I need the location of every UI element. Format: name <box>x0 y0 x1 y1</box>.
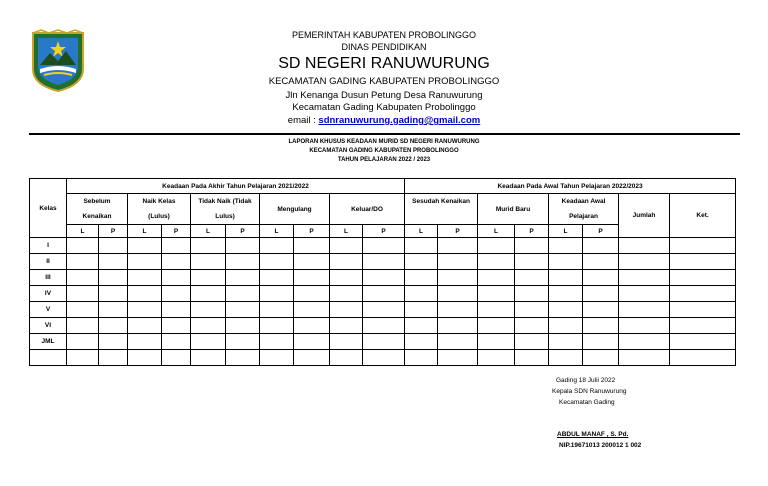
table-cell <box>226 334 260 350</box>
gender-p-header: P <box>515 225 549 238</box>
table-cell <box>619 334 670 350</box>
table-cell <box>670 334 736 350</box>
email-label: email : <box>287 115 319 126</box>
table-cell <box>226 302 260 318</box>
table-cell <box>191 254 226 270</box>
table-cell <box>67 318 99 334</box>
table-cell <box>67 270 99 286</box>
table-cell <box>363 286 405 302</box>
table-cell <box>619 302 670 318</box>
table-cell <box>294 254 330 270</box>
sesudah-kenaikan-header-empty <box>405 209 478 225</box>
table-cell <box>330 318 363 334</box>
letterhead-department: DINAS PENDIDIKAN <box>341 42 427 52</box>
table-cell <box>162 238 191 254</box>
table-cell <box>162 302 191 318</box>
table-cell <box>191 270 226 286</box>
table-cell <box>294 318 330 334</box>
table-cell <box>405 334 438 350</box>
gender-p-header: P <box>162 225 191 238</box>
table-row <box>30 270 736 286</box>
table-cell <box>162 254 191 270</box>
table-cell <box>515 318 549 334</box>
murid-baru-header: Murid Baru <box>478 194 549 225</box>
table-cell <box>478 286 515 302</box>
table-cell <box>478 254 515 270</box>
table-cell <box>226 254 260 270</box>
table-cell <box>438 270 478 286</box>
table-row <box>30 318 736 334</box>
gender-p-header: P <box>583 225 619 238</box>
table-cell <box>330 302 363 318</box>
table-cell <box>549 302 583 318</box>
keluar-do-header: Keluar/DO <box>330 194 405 225</box>
table-cell <box>405 286 438 302</box>
table-cell <box>260 238 294 254</box>
report-subtitle-district: KECAMATAN GADING KABUPATEN PROBOLINGGO <box>309 148 459 154</box>
table-cell <box>515 254 549 270</box>
table-cell <box>191 286 226 302</box>
row-class-label: III <box>30 270 67 286</box>
jumlah-header: Jumlah <box>619 194 670 238</box>
table-cell <box>549 334 583 350</box>
table-cell <box>549 286 583 302</box>
table-cell <box>619 270 670 286</box>
table-cell <box>99 238 128 254</box>
student-report-table <box>29 178 736 366</box>
row-class-label: I <box>30 238 67 254</box>
naik-kelas-header-bottom: (Lulus) <box>128 209 191 225</box>
table-cell <box>99 254 128 270</box>
gender-l-header: L <box>67 225 99 238</box>
table-cell <box>549 238 583 254</box>
table-cell <box>128 334 162 350</box>
report-title: LAPORAN KHUSUS KEADAAN MURID SD NEGERI RANUWURUNG <box>288 139 480 145</box>
table-cell <box>405 254 438 270</box>
table-cell <box>515 238 549 254</box>
tidak-naik-header-bottom: Lulus) <box>191 209 260 225</box>
ket-header: Ket. <box>670 194 736 238</box>
table-cell <box>438 238 478 254</box>
letterhead-email-line <box>200 115 568 126</box>
table-cell <box>670 302 736 318</box>
gender-l-header: L <box>260 225 294 238</box>
table-cell <box>226 238 260 254</box>
gender-p-header: P <box>363 225 405 238</box>
table-cell <box>515 334 549 350</box>
table-cell <box>583 254 619 270</box>
table-cell <box>99 286 128 302</box>
table-cell <box>438 334 478 350</box>
table-cell <box>330 334 363 350</box>
table-cell <box>260 318 294 334</box>
gender-l-header: L <box>330 225 363 238</box>
table-cell <box>226 270 260 286</box>
table-cell <box>549 254 583 270</box>
signature-title: Kepala SDN Ranuwurung <box>552 388 627 395</box>
table-cell <box>619 238 670 254</box>
letterhead-government: PEMERINTAH KABUPATEN PROBOLINGGO <box>291 30 477 40</box>
table-cell <box>294 334 330 350</box>
table-row <box>30 286 736 302</box>
letterhead-divider <box>29 133 740 135</box>
mengulang-header: Mengulang <box>260 194 330 225</box>
table-cell <box>99 270 128 286</box>
table-cell <box>162 334 191 350</box>
letterhead-address-street: Jln Kenanga Dusun Petung Desa Ranuwurung <box>285 90 483 101</box>
table-cell <box>162 286 191 302</box>
gender-l-header: L <box>478 225 515 238</box>
table-cell <box>670 318 736 334</box>
table-cell <box>226 286 260 302</box>
table-cell <box>162 270 191 286</box>
table-cell <box>260 286 294 302</box>
signature-place-date: Gading 18 Julii 2022 <box>556 377 616 384</box>
table-cell <box>583 270 619 286</box>
table-cell <box>191 318 226 334</box>
table-cell <box>670 238 736 254</box>
table-extra-row <box>30 350 736 366</box>
table-cell <box>363 302 405 318</box>
table-cell <box>549 318 583 334</box>
table-cell <box>128 302 162 318</box>
table-cell <box>515 286 549 302</box>
table-cell <box>583 334 619 350</box>
keadaan-awal-header-bottom: Pelajaran <box>549 209 619 225</box>
table-cell <box>363 270 405 286</box>
table-cell <box>478 270 515 286</box>
table-cell <box>405 238 438 254</box>
table-cell <box>583 318 619 334</box>
table-cell <box>583 238 619 254</box>
table-cell <box>99 318 128 334</box>
table-row <box>30 334 736 350</box>
regency-coat-of-arms-logo <box>30 29 86 93</box>
table-cell <box>330 238 363 254</box>
gender-l-header: L <box>128 225 162 238</box>
table-cell <box>619 286 670 302</box>
gender-l-header: L <box>405 225 438 238</box>
table-cell <box>619 254 670 270</box>
table-cell <box>260 254 294 270</box>
end-of-year-group-header: Keadaan Pada Akhir Tahun Pelajaran 2021/2022 <box>67 179 405 194</box>
table-cell <box>478 238 515 254</box>
table-cell <box>67 238 99 254</box>
table-cell <box>260 302 294 318</box>
table-cell <box>67 334 99 350</box>
signature-nip: NIP.19671013 200012 1 002 <box>559 442 642 449</box>
table-cell <box>478 302 515 318</box>
table-cell <box>363 334 405 350</box>
table-cell <box>128 254 162 270</box>
gender-l-header: L <box>549 225 583 238</box>
table-row <box>30 302 736 318</box>
signature-district: Kecamatan Gading <box>559 399 615 406</box>
letterhead-address-district: Kecamatan Gading Kabupaten Probolinggo <box>292 102 476 113</box>
table-cell <box>583 302 619 318</box>
table-cell <box>128 286 162 302</box>
gender-p-header: P <box>99 225 128 238</box>
table-cell <box>330 270 363 286</box>
gender-p-header: P <box>226 225 260 238</box>
sesudah-kenaikan-header: Sesudah Kenaikan <box>405 194 478 210</box>
keadaan-awal-header-top: Keadaan Awal <box>549 194 619 210</box>
letterhead-school-name: SD NEGERI RANUWURUNG <box>278 55 490 72</box>
gender-l-header: L <box>191 225 226 238</box>
gender-p-header: P <box>294 225 330 238</box>
table-cell <box>438 318 478 334</box>
start-of-year-group-header: Keadaan Pada Awal Tahun Pelajaran 2022/2023 <box>405 179 736 194</box>
gender-p-header: P <box>438 225 478 238</box>
table-row <box>30 254 736 270</box>
table-cell <box>330 286 363 302</box>
table-cell <box>128 270 162 286</box>
table-cell <box>363 238 405 254</box>
sebelum-kenaikan-header-bottom: Kenaikan <box>67 209 128 225</box>
table-cell <box>191 238 226 254</box>
row-class-label: V <box>30 302 67 318</box>
table-cell <box>405 302 438 318</box>
table-cell <box>67 254 99 270</box>
table-cell <box>619 318 670 334</box>
table-cell <box>128 318 162 334</box>
table-cell <box>670 270 736 286</box>
table-cell <box>260 334 294 350</box>
table-cell <box>294 270 330 286</box>
table-cell <box>191 334 226 350</box>
table-cell <box>478 334 515 350</box>
table-cell <box>363 254 405 270</box>
table-cell <box>99 302 128 318</box>
table-row <box>30 238 736 254</box>
table-cell <box>67 302 99 318</box>
row-class-label: II <box>30 254 67 270</box>
table-cell <box>226 318 260 334</box>
table-cell <box>549 270 583 286</box>
table-cell <box>191 302 226 318</box>
table-cell <box>128 238 162 254</box>
naik-kelas-header-top: Naik Kelas <box>128 194 191 210</box>
row-class-label: JML <box>30 334 67 350</box>
table-cell <box>162 318 191 334</box>
table-cell <box>363 318 405 334</box>
table-cell <box>583 286 619 302</box>
table-cell <box>670 254 736 270</box>
table-cell <box>67 286 99 302</box>
table-cell <box>478 318 515 334</box>
table-cell <box>99 334 128 350</box>
table-cell <box>515 270 549 286</box>
tidak-naik-header-top: Tidak Naik (Tidak <box>191 194 260 210</box>
table-cell <box>515 302 549 318</box>
sebelum-kenaikan-header-top: Sebelum <box>67 194 128 210</box>
table-cell <box>438 286 478 302</box>
table-cell <box>670 286 736 302</box>
letterhead-district: KECAMATAN GADING KABUPATEN PROBOLINGGO <box>268 76 500 87</box>
signature-name: ABDUL MANAF , S. Pd. <box>557 431 629 438</box>
table-cell <box>294 286 330 302</box>
email-link[interactable]: sdnranuwurung.gading@gmail.com <box>318 115 481 126</box>
row-class-label: VI <box>30 318 67 334</box>
table-cell <box>405 270 438 286</box>
table-cell <box>438 254 478 270</box>
table-cell <box>438 302 478 318</box>
kelas-header: Kelas <box>30 179 67 238</box>
table-cell <box>260 270 294 286</box>
table-cell <box>294 238 330 254</box>
row-class-label: IV <box>30 286 67 302</box>
table-cell <box>294 302 330 318</box>
report-subtitle-year: TAHUN PELAJARAN 2022 / 2023 <box>337 157 431 163</box>
table-cell <box>330 254 363 270</box>
table-cell <box>405 318 438 334</box>
